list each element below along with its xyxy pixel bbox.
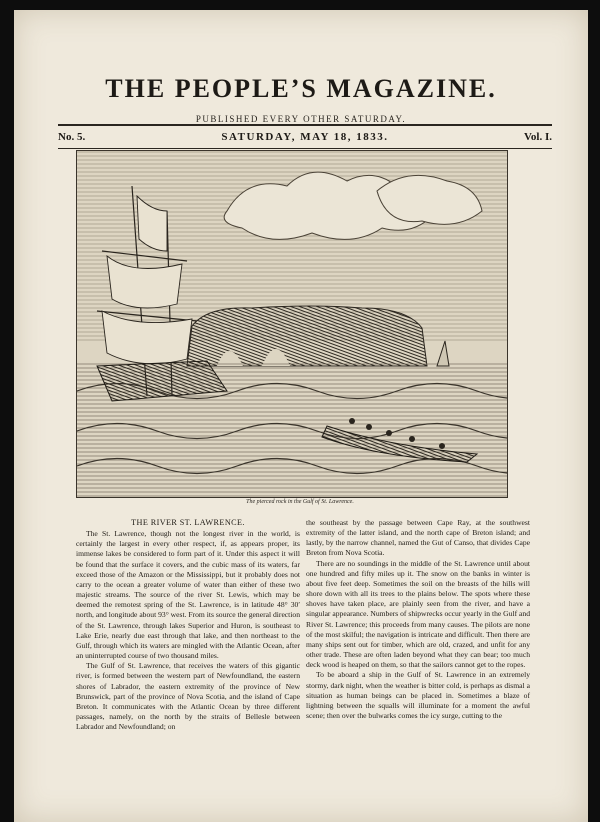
magazine-title: THE PEOPLE’S MAGAZINE. (105, 74, 497, 103)
illustration-caption: The pierced rock in the Gulf of St. Lawrence. (246, 499, 354, 505)
issue-date: SATURDAY, MAY 18, 1833. (221, 131, 389, 143)
article-column-2 (306, 518, 530, 721)
volume-number: Vol. I. (523, 131, 552, 143)
article-column-1 (76, 518, 300, 732)
article-paragraph: the southeast by the passage between Cape Ray, at the southwest extremity of the latter island, and the north cape of Breton island; and lastly, by the narrow channel, named the Gut of Canso, that divides Cape Breton from Nova Scotia. (306, 518, 530, 558)
article-paragraph: To be aboard a ship in the Gulf of St. Lawrence in an extremely stormy, dark night, when the weather is bitter cold, is perhaps as dismal a situation as human beings can be placed in. Sometimes a blaze of lightning between the squalls will illuminate for a moment the awful scene; then over the bulwarks comes the icy surge, cutting to the (306, 670, 530, 720)
pierced-rock-engraving (76, 150, 508, 498)
article-paragraph: There are no soundings in the middle of the St. Lawrence until about one hundred and fifty miles up it. The snow on the banks in winter is about five feet deep. Sometimes the soil on the breasts of the hills will shore down with all its trees to the plains below. The spots where these shoves have taken place, are plainly seen from the river, and have a singular appearance. Numbers of shipwrecks occur yearly in the Gulf and River St. Lawrence; this proceeds from many causes. The pilots are none of the most skilful; the navigation is intricate and difficult. Then there are many ships sent out for timber, which are old, crazed, and unfit for any other trade. These are often laden beyond what they can bear; too much deck wood is heaped on them, so that the sailors cannot get to the ropes. (306, 558, 530, 670)
magazine-subtitle: PUBLISHED EVERY OTHER SATURDAY. (195, 114, 407, 124)
article-heading: THE RIVER ST. LAWRENCE. (131, 518, 245, 527)
issue-number: No. 5. (58, 131, 86, 143)
article-paragraph: The St. Lawrence, though not the longest river in the world, is certainly the largest in every other respect, if, as appears proper, its immense lakes be considered to form part of it. Under this aspect it will be found that the surface it covers, and the cubic mass of its waters, far exceed those of the Amazon or the Mississippi, but it probably does not carry to the ocean a greater volume of water than either of these two majestic streams. The source of the river St. Lewis, which may be deemed the remotest spring of the St. Lawrence, is in latitude 48° 30′ north, and longitude about 93° west. From its source the general direction of the St. Lawrence, through lakes Superior and Huron, is southeast to Lake Erie, nearly due east through that lake, and then northeast to the Gulf, through which its waters are mingled with the Atlantic Ocean, after an uninterrupted course of two thousand miles. (76, 529, 300, 661)
masthead-rule-top (58, 124, 552, 126)
engraving-illustration (77, 151, 507, 497)
article-paragraph: The Gulf of St. Lawrence, that receives the waters of this gigantic river, is formed between the western part of Newfoundland, the eastern shores of Labrador, the eastern extremity of the province of New Brunswick, part of the province of Nova Scotia, and the island of Cape Breton. It communicates with the Atlantic Ocean by three different passages, namely, on the north by the straits of Bellesle between Labrador and Newfoundland; on (76, 661, 300, 732)
masthead-rule-bottom (58, 148, 552, 149)
